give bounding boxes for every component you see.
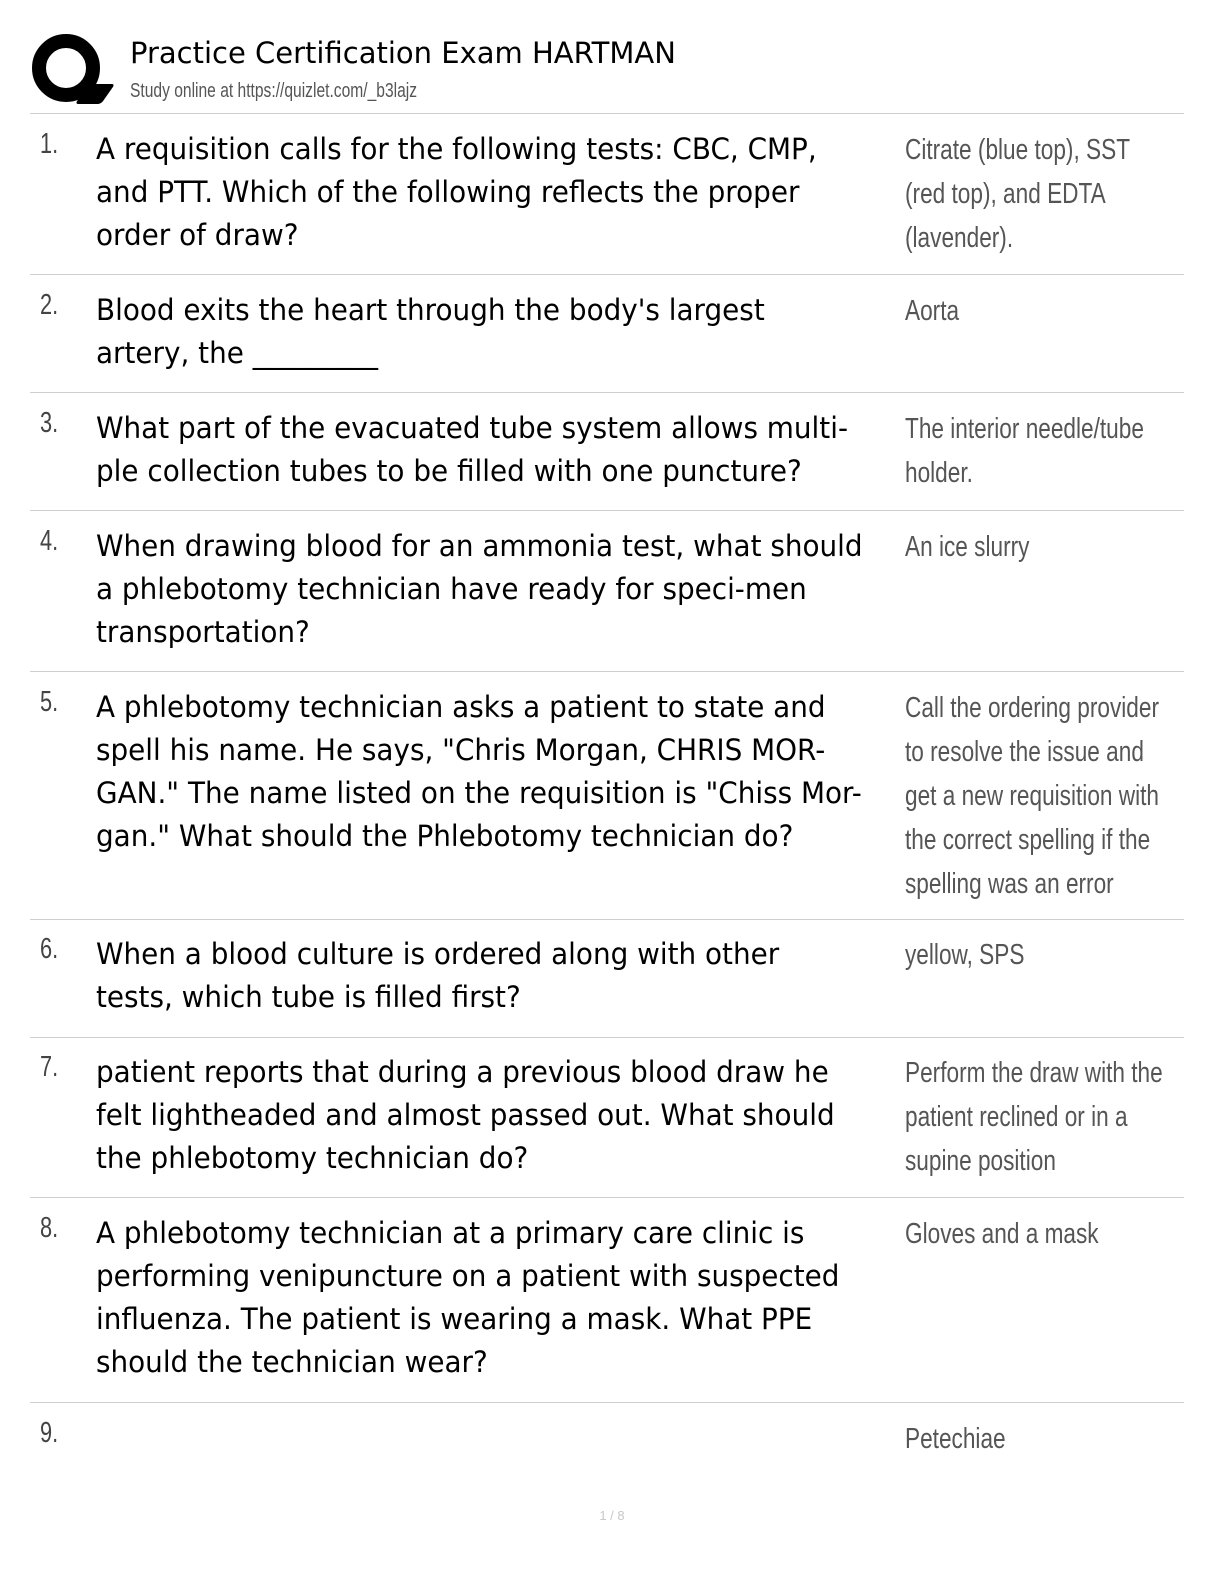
question-text: When drawing blood for an ammonia test, what should a phlebotomy technician have ready for speci-men transportation? xyxy=(96,529,863,649)
item-number: 6. xyxy=(40,933,59,965)
divider xyxy=(30,392,1184,393)
study-link[interactable]: Study online at https://quizlet.com/_b3lajz xyxy=(130,80,418,102)
answer-text: Perform the draw with the patient reclined or in a supine position xyxy=(905,1057,1163,1177)
answer-text: Gloves and a mask xyxy=(905,1218,1099,1250)
question-text: Blood exits the heart through the body's largest artery, the _________ xyxy=(96,293,765,370)
answer-text: An ice slurry xyxy=(905,531,1030,563)
answer-text: Call the ordering provider to resolve the issue and get a new requisition with the correct spelling if the spelling was an error xyxy=(905,692,1159,900)
divider xyxy=(30,1402,1184,1403)
question-text: A phlebotomy technician asks a patient to state and spell his name. He says, "Chris Morgan, CHRIS MOR-GAN." The name listed on the requisition is "Chiss Mor-gan." What should the Phlebotomy technician do? xyxy=(96,690,862,853)
question-text: A phlebotomy technician at a primary care clinic is performing venipuncture on a patient with suspected influenza. The patient is wearing a mask. What PPE should the technician wear? xyxy=(96,1216,840,1379)
answer-text: The interior needle/tube holder. xyxy=(905,413,1144,489)
answer-text: yellow, SPS xyxy=(905,939,1025,971)
divider xyxy=(30,274,1184,275)
page-title: Practice Certification Exam HARTMAN xyxy=(130,36,676,70)
item-number: 9. xyxy=(40,1417,59,1449)
question-text: When a blood culture is ordered along with other tests, which tube is filled first? xyxy=(96,937,780,1014)
divider xyxy=(30,113,1184,114)
item-number: 7. xyxy=(40,1051,59,1083)
item-number: 2. xyxy=(40,289,59,321)
divider xyxy=(30,919,1184,920)
document-header xyxy=(30,28,1190,114)
answer-text: Petechiae xyxy=(905,1423,1006,1455)
question-text: What part of the evacuated tube system allows multi-ple collection tubes to be filled with one puncture? xyxy=(96,411,848,488)
divider xyxy=(30,1197,1184,1198)
divider xyxy=(30,671,1184,672)
divider xyxy=(30,1037,1184,1038)
item-number: 8. xyxy=(40,1212,59,1244)
item-number: 3. xyxy=(40,407,59,439)
page-number: 1 / 8 xyxy=(599,1508,625,1523)
question-text: A requisition calls for the following tests: CBC, CMP, and PTT. Which of the following reflects the proper order of draw? xyxy=(96,132,817,252)
item-number: 4. xyxy=(40,525,59,557)
item-number: 5. xyxy=(40,686,59,718)
answer-text: Citrate (blue top), SST (red top), and EDTA (lavender). xyxy=(905,134,1130,254)
divider xyxy=(30,510,1184,511)
question-text: patient reports that during a previous blood draw he felt lightheaded and almost passed out. What should the phlebotomy technician do? xyxy=(96,1055,835,1175)
answer-text: Aorta xyxy=(905,295,960,327)
item-number: 1. xyxy=(40,128,59,160)
